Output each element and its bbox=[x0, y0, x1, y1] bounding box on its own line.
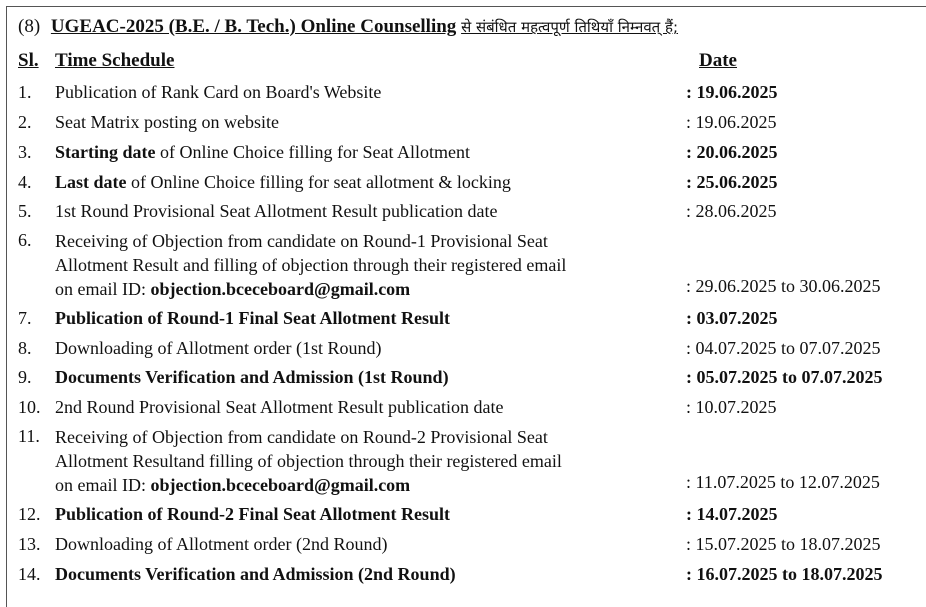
description-text: Seat Matrix posting on website bbox=[55, 112, 279, 132]
row-date: : 14.07.2025 bbox=[686, 504, 778, 524]
row-date: : 19.06.2025 bbox=[686, 82, 778, 102]
description-line bbox=[55, 307, 655, 330]
description-line bbox=[55, 253, 655, 277]
row-serial: 3. bbox=[18, 142, 32, 162]
row-description bbox=[55, 425, 655, 497]
row-description bbox=[55, 81, 655, 104]
description-line bbox=[55, 533, 655, 556]
column-header-date: Date bbox=[699, 50, 737, 71]
description-text: Downloading of Allotment order (2nd Round) bbox=[55, 534, 388, 554]
row-serial: 4. bbox=[18, 172, 32, 192]
description-text: of Online Choice filling for seat allotment & locking bbox=[126, 172, 511, 192]
description-text: Documents Verification and Admission (2nd Round) bbox=[55, 564, 456, 584]
section-title-hindi: से संबंधित महत्वपूर्ण तिथियाँ निम्नवत् हैं; bbox=[461, 18, 679, 36]
row-description bbox=[55, 229, 655, 301]
description-line bbox=[55, 503, 655, 526]
row-description bbox=[55, 563, 655, 586]
description-text: Receiving of Objection from candidate on Round-2 Provisional Seat bbox=[55, 427, 548, 447]
description-text: Allotment Result and filling of objection through their registered email bbox=[55, 255, 567, 275]
description-line bbox=[55, 81, 655, 104]
column-header-sl: Sl. bbox=[18, 50, 39, 71]
description-text: Publication of Round-1 Final Seat Allotment Result bbox=[55, 308, 451, 328]
email-address: objection.bceceboard@gmail.com bbox=[150, 475, 411, 495]
row-serial: 6. bbox=[18, 230, 32, 250]
description-text: 2nd Round Provisional Seat Allotment Result publication date bbox=[55, 397, 504, 417]
description-line bbox=[55, 171, 655, 194]
row-date: : 19.06.2025 bbox=[686, 112, 777, 132]
description-text: Last date bbox=[55, 172, 127, 192]
description-line bbox=[55, 141, 655, 164]
row-description bbox=[55, 111, 655, 134]
row-description bbox=[55, 396, 655, 419]
row-description bbox=[55, 533, 655, 556]
description-text: of Online Choice filling for Seat Allotment bbox=[155, 142, 470, 162]
description-line bbox=[55, 229, 655, 253]
description-text: Publication of Round-2 Final Seat Allotment Result bbox=[55, 504, 451, 524]
row-date: : 28.06.2025 bbox=[686, 201, 777, 221]
description-text: Downloading of Allotment order (1st Round) bbox=[55, 338, 382, 358]
description-text: Documents Verification and Admission (1st Round) bbox=[55, 367, 449, 387]
description-text: Receiving of Objection from candidate on Round-1 Provisional Seat bbox=[55, 231, 548, 251]
row-serial: 5. bbox=[18, 201, 32, 221]
row-description bbox=[55, 503, 655, 526]
description-line bbox=[55, 563, 655, 586]
row-description bbox=[55, 171, 655, 194]
row-date: : 11.07.2025 to 12.07.2025 bbox=[686, 472, 880, 492]
description-line bbox=[55, 337, 655, 360]
row-serial: 13. bbox=[18, 534, 41, 554]
description-line bbox=[55, 200, 655, 223]
description-text: on email ID: bbox=[55, 279, 151, 299]
row-date: : 25.06.2025 bbox=[686, 172, 778, 192]
description-line bbox=[55, 366, 655, 389]
description-line bbox=[55, 396, 655, 419]
row-serial: 7. bbox=[18, 308, 32, 328]
description-text: Publication of Rank Card on Board's Website bbox=[55, 82, 382, 102]
description-line bbox=[55, 111, 655, 134]
column-header-schedule: Time Schedule bbox=[55, 50, 175, 71]
row-date: : 10.07.2025 bbox=[686, 397, 777, 417]
row-date: : 04.07.2025 to 07.07.2025 bbox=[686, 338, 881, 358]
row-date: : 05.07.2025 to 07.07.2025 bbox=[686, 367, 883, 387]
section-title: UGEAC-2025 (B.E. / B. Tech.) Online Counselling bbox=[50, 16, 457, 37]
row-serial: 12. bbox=[18, 504, 41, 524]
row-description bbox=[55, 141, 655, 164]
description-line bbox=[55, 473, 655, 497]
row-serial: 2. bbox=[18, 112, 32, 132]
description-line bbox=[55, 277, 655, 301]
section-number: (8) bbox=[18, 16, 41, 37]
row-serial: 1. bbox=[18, 82, 32, 102]
description-line bbox=[55, 425, 655, 449]
row-serial: 10. bbox=[18, 397, 41, 417]
row-serial: 14. bbox=[18, 564, 41, 584]
description-text: 1st Round Provisional Seat Allotment Result publication date bbox=[55, 201, 498, 221]
row-description bbox=[55, 337, 655, 360]
description-text: Allotment Resultand filling of objection through their registered email bbox=[55, 451, 562, 471]
row-date: : 16.07.2025 to 18.07.2025 bbox=[686, 564, 883, 584]
row-date: : 29.06.2025 to 30.06.2025 bbox=[686, 276, 881, 296]
row-serial: 8. bbox=[18, 338, 32, 358]
description-line bbox=[55, 449, 655, 473]
row-description bbox=[55, 200, 655, 223]
section-heading bbox=[18, 14, 678, 40]
row-description bbox=[55, 366, 655, 389]
row-date: : 03.07.2025 bbox=[686, 308, 778, 328]
row-date: : 20.06.2025 bbox=[686, 142, 778, 162]
row-date: : 15.07.2025 to 18.07.2025 bbox=[686, 534, 881, 554]
row-serial: 9. bbox=[18, 367, 32, 387]
description-text: on email ID: bbox=[55, 475, 151, 495]
email-address: objection.bceceboard@gmail.com bbox=[150, 279, 411, 299]
row-serial: 11. bbox=[18, 426, 40, 446]
description-text: Starting date bbox=[55, 142, 156, 162]
row-description bbox=[55, 307, 655, 330]
